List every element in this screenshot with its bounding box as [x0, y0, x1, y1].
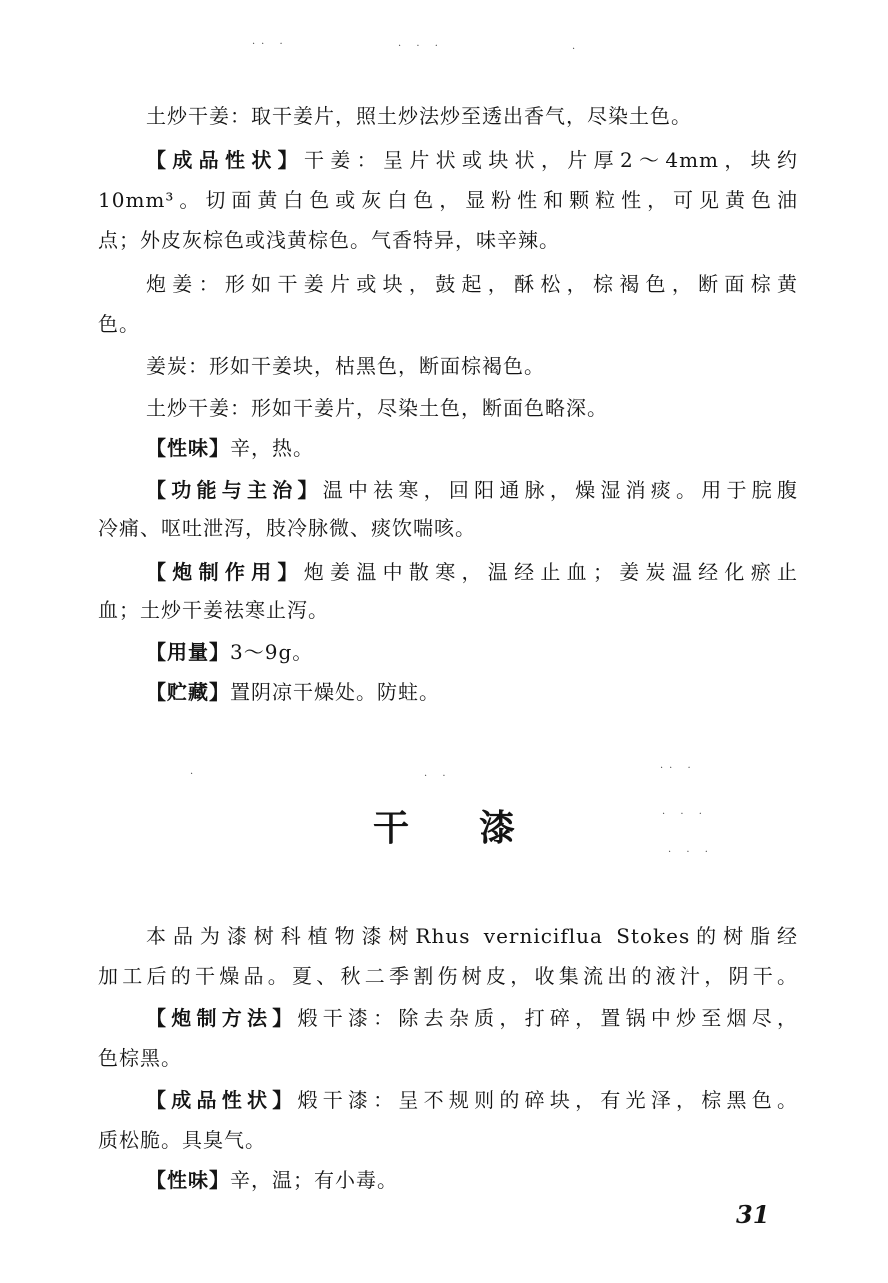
scan-speck: ·· · [252, 39, 289, 50]
paragraph-line: 色棕黑。 [98, 1046, 182, 1070]
section-label: 【用量】 [146, 640, 230, 664]
section-label: 【功能与主治】 [146, 478, 323, 502]
section-label: 【性味】 [146, 436, 230, 460]
section-label: 【成品性状】 [146, 1088, 298, 1112]
paragraph-line: 【用量】3～9g。 [146, 640, 314, 664]
section-label: 【贮藏】 [146, 680, 230, 704]
paragraph-line: 【性味】辛，温；有小毒。 [146, 1168, 398, 1192]
paragraph-line: 姜炭：形如干姜块，枯黑色，断面棕褐色。 [146, 354, 545, 378]
paragraph-line: 冷痛、呕吐泄泻，肢冷脉微、痰饮喘咳。 [98, 516, 476, 540]
scan-speck: · · · [662, 809, 708, 820]
paragraph-line: 血；土炒干姜祛寒止泻。 [98, 598, 329, 622]
paragraph-line: 本品为漆树科植物漆树Rhus verniciflua Stokes的树脂经 [146, 924, 798, 948]
paragraph-line: 【炮制方法】煅干漆：除去杂质，打碎，置锅中炒至烟尽， [146, 1006, 799, 1030]
paragraph-line: 【炮制作用】炮姜温中散寒，温经止血；姜炭温经化瘀止 [146, 560, 798, 584]
paragraph-line: 质松脆。具臭气。 [98, 1128, 266, 1152]
section-label: 【成品性状】 [146, 148, 304, 172]
scan-speck: · [572, 44, 582, 55]
paragraph-line: 【贮藏】置阴凉干燥处。防蛀。 [146, 680, 440, 704]
scan-speck: · · · [398, 41, 444, 52]
paragraph-line: 点；外皮灰棕色或浅黄棕色。气香特异，味辛辣。 [98, 228, 560, 252]
paragraph-line: 加工后的干燥品。夏、秋二季割伤树皮，收集流出的液汁，阴干。 [98, 964, 798, 988]
paragraph-line: 土炒干姜：取干姜片，照土炒法炒至透出香气，尽染土色。 [146, 104, 692, 128]
paragraph-line: 炮姜：形如干姜片或块，鼓起，酥松，棕褐色，断面棕黄 [146, 272, 798, 296]
scan-speck: ·· · [660, 763, 697, 774]
scan-speck: · [190, 769, 200, 780]
paragraph-line: 10mm³。切面黄白色或灰白色，显粉性和颗粒性，可见黄色油 [98, 188, 798, 212]
paragraph-line: 【成品性状】煅干漆：呈不规则的碎块，有光泽，棕黑色。 [146, 1088, 799, 1112]
paragraph-line: 【功能与主治】温中祛寒，回阳通脉，燥湿消痰。用于脘腹 [146, 478, 799, 502]
paragraph-line: 色。 [98, 312, 140, 336]
scan-speck: · · · [668, 847, 714, 858]
entry-title: 干漆 [372, 808, 585, 849]
paragraph-line: 土炒干姜：形如干姜片，尽染土色，断面色略深。 [146, 396, 608, 420]
scan-speck: · · [424, 771, 452, 782]
section-label: 【炮制作用】 [146, 560, 304, 584]
section-label: 【性味】 [146, 1168, 230, 1192]
paragraph-line: 【性味】辛，热。 [146, 436, 314, 460]
paragraph-line: 【成品性状】干姜：呈片状或块状，片厚2～4mm，块约 [146, 148, 799, 172]
section-label: 【炮制方法】 [146, 1006, 298, 1030]
page-number: 31 [736, 1200, 770, 1229]
